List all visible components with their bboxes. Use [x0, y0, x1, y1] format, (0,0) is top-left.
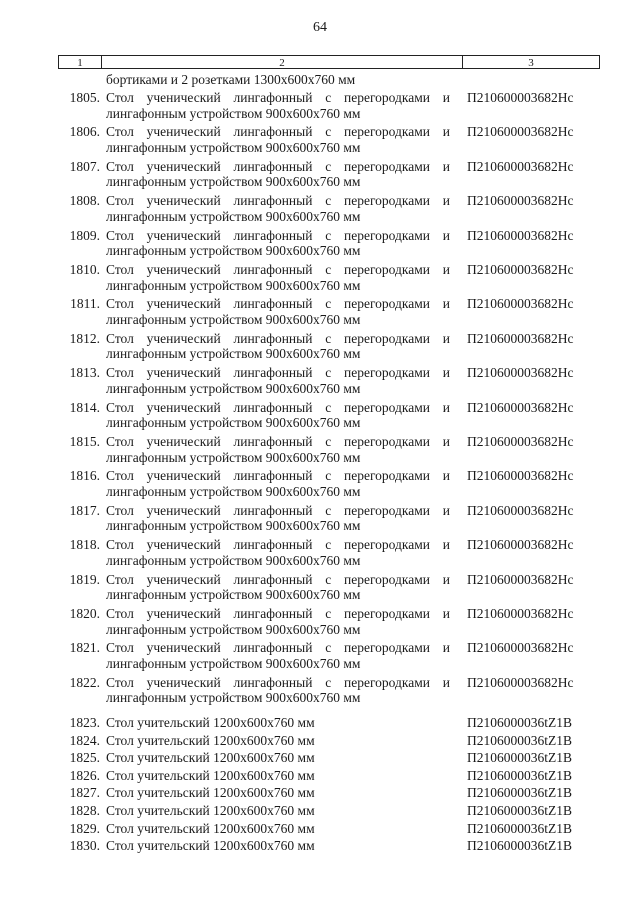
row-description-line-1: Стол ученический лингафонный с перегородками и	[106, 193, 450, 209]
row-description	[106, 90, 450, 121]
row-number: 1819.	[69, 571, 100, 587]
row-description-line-2: лингафонным устройством 900х600х760 мм	[106, 311, 361, 327]
row-description-line-2: лингафонным устройством 900х600х760 мм	[106, 483, 361, 499]
row-number: 1812.	[69, 330, 100, 346]
row-description-line-2: лингафонным устройством 900х600х760 мм	[106, 449, 361, 465]
row-description-line-1: Стол ученический лингафонный с перегородками и	[106, 537, 450, 553]
row-description-line-2: лингафонным устройством 900х600х760 мм	[106, 552, 361, 568]
row-code: П2106000036tZ1B	[467, 750, 573, 766]
row-number: 1826.	[69, 767, 100, 783]
row-description-line-2: лингафонным устройством 900х600х760 мм	[106, 277, 361, 293]
row-number: 1828.	[69, 803, 100, 818]
row-number: 1815.	[69, 434, 100, 449]
row-description-line-2: лингафонным устройством 900х600х760 мм	[106, 139, 361, 155]
header-col-2: 2	[102, 56, 463, 68]
row-description-line-2: лингафонным устройством 900х600х760 мм	[106, 587, 361, 603]
row-description-line-2: лингафонным устройством 900х600х760 мм	[106, 415, 361, 431]
row-description	[106, 537, 450, 568]
row-number: 1811.	[70, 296, 100, 312]
row-code: П210600003682Нс	[467, 262, 574, 277]
row-number: 1818.	[69, 537, 100, 553]
row-description-line-1: Стол ученический лингафонный с перегородками и	[106, 124, 450, 140]
row-description	[106, 331, 450, 362]
row-code: П2106000036tZ1B	[467, 838, 573, 854]
row-code: П210600003682Нс	[467, 502, 574, 518]
row-description	[106, 400, 450, 431]
row-code: П2106000036tZ1B	[467, 785, 573, 801]
row-number: 1808.	[69, 193, 100, 209]
row-number: 1830.	[69, 838, 100, 854]
row-description	[106, 159, 450, 190]
row-code: П210600003682Нс	[467, 674, 574, 690]
row-description-line-2: лингафонным устройством 900х600х760 мм	[106, 174, 361, 190]
row-number: 1827.	[69, 785, 100, 801]
header-col-1: 1	[59, 56, 102, 68]
continuation-text: бортиками и 2 розетками 1300х600х760 мм	[106, 72, 356, 87]
row-description-line-1: Стол ученический лингафонный с перегородками и	[106, 158, 450, 174]
row-code: П2106000036tZ1B	[467, 715, 573, 730]
row-description: Стол учительский 1200х600х760 мм	[106, 767, 315, 783]
row-code: П210600003682Нс	[467, 537, 574, 553]
row-description	[106, 606, 450, 637]
header-col-3: 3	[528, 57, 534, 69]
row-code: П210600003682Нс	[467, 434, 574, 449]
row-code: П210600003682Нс	[467, 296, 574, 312]
row-description: Стол учительский 1200х600х760 мм	[106, 785, 315, 801]
row-description	[106, 124, 450, 155]
row-code: П2106000036tZ1B	[467, 732, 573, 748]
row-description-line-1: Стол ученический лингафонный с перегородками и	[106, 296, 450, 312]
row-description-line-1: Стол ученический лингафонный с перегородками и	[106, 502, 450, 518]
row-number: 1822.	[69, 674, 100, 690]
row-description-line-2: лингафонным устройством 900х600х760 мм	[106, 105, 361, 121]
row-description-line-1: Стол ученический лингафонный с перегородками и	[106, 640, 450, 656]
row-code: П2106000036tZ1B	[467, 803, 573, 818]
row-number: 1820.	[69, 606, 100, 621]
row-description: Стол учительский 1200х600х760 мм	[106, 838, 315, 854]
row-description-line-1: Стол ученический лингафонный с перегородками и	[106, 399, 450, 415]
row-description: Стол учительский 1200х600х760 мм	[106, 715, 315, 730]
row-description	[106, 675, 450, 706]
row-description-line-2: лингафонным устройством 900х600х760 мм	[106, 621, 361, 637]
row-description-line-1: Стол ученический лингафонный с перегородками и	[106, 571, 450, 587]
row-number: 1809.	[69, 227, 100, 243]
row-description-line-1: Стол ученический лингафонный с перегородками и	[106, 468, 450, 484]
row-description-line-1: Стол ученический лингафонный с перегородками и	[106, 227, 450, 243]
row-description-line-1: Стол ученический лингафонный с перегородками и	[106, 434, 450, 449]
row-code: П210600003682Нс	[467, 90, 574, 105]
page-number: 64	[313, 20, 327, 35]
row-description	[106, 365, 450, 396]
row-number: 1814.	[69, 399, 100, 415]
row-code: П210600003682Нс	[467, 606, 574, 621]
row-description	[106, 503, 450, 534]
row-code: П210600003682Нс	[467, 158, 574, 174]
row-number: 1825.	[69, 750, 100, 766]
row-description-line-2: лингафонным устройством 900х600х760 мм	[106, 208, 361, 224]
row-code: П210600003682Нс	[467, 124, 574, 140]
row-code: П210600003682Нс	[467, 571, 574, 587]
row-description	[106, 193, 450, 224]
row-code: П210600003682Нс	[467, 365, 574, 381]
row-description: Стол учительский 1200х600х760 мм	[106, 803, 315, 818]
row-code: П2106000036tZ1B	[467, 767, 573, 783]
row-code: П210600003682Нс	[467, 227, 574, 243]
row-description-line-1: Стол ученический лингафонный с перегородками и	[106, 606, 450, 621]
row-description-line-1: Стол ученический лингафонный с перегородками и	[106, 365, 450, 381]
row-description-line-2: лингафонным устройством 900х600х760 мм	[106, 380, 361, 396]
row-number: 1813.	[69, 365, 100, 381]
row-code: П210600003682Нс	[467, 399, 574, 415]
row-code: П2106000036tZ1B	[467, 820, 573, 836]
row-description-line-1: Стол ученический лингафонный с перегородками и	[106, 330, 450, 346]
row-description-line-1: Стол ученический лингафонный с перегородками и	[106, 674, 450, 690]
table-header	[58, 55, 600, 69]
row-description: Стол учительский 1200х600х760 мм	[106, 732, 315, 748]
row-description	[106, 296, 450, 327]
row-number: 1805.	[69, 90, 100, 105]
row-description-line-1: Стол ученический лингафонный с перегородками и	[106, 262, 450, 277]
row-number: 1816.	[69, 468, 100, 484]
row-code: П210600003682Нс	[467, 193, 574, 209]
row-description	[106, 228, 450, 259]
row-description: Стол учительский 1200х600х760 мм	[106, 750, 315, 766]
row-description	[106, 468, 450, 499]
row-description-line-1: Стол ученический лингафонный с перегородками и	[106, 90, 450, 105]
row-description-line-2: лингафонным устройством 900х600х760 мм	[106, 655, 361, 671]
row-description	[106, 262, 450, 293]
row-description-line-2: лингафонным устройством 900х600х760 мм	[106, 518, 361, 534]
row-number: 1807.	[69, 158, 100, 174]
row-description	[106, 572, 450, 603]
row-number: 1806.	[69, 124, 100, 140]
row-description-line-2: лингафонным устройством 900х600х760 мм	[106, 690, 361, 706]
row-number: 1823.	[69, 715, 100, 730]
row-description-line-2: лингафонным устройством 900х600х760 мм	[106, 346, 361, 362]
row-code: П210600003682Нс	[467, 468, 574, 484]
row-number: 1829.	[69, 820, 100, 836]
row-number: 1824.	[69, 732, 100, 748]
row-code: П210600003682Нс	[467, 640, 574, 656]
row-number: 1810.	[69, 262, 100, 277]
row-description-line-2: лингафонным устройством 900х600х760 мм	[106, 243, 361, 259]
row-description	[106, 640, 450, 671]
row-description: Стол учительский 1200х600х760 мм	[106, 820, 315, 836]
row-number: 1817.	[69, 502, 100, 518]
row-description	[106, 434, 450, 465]
row-number: 1821.	[69, 640, 100, 656]
row-code: П210600003682Нс	[467, 330, 574, 346]
